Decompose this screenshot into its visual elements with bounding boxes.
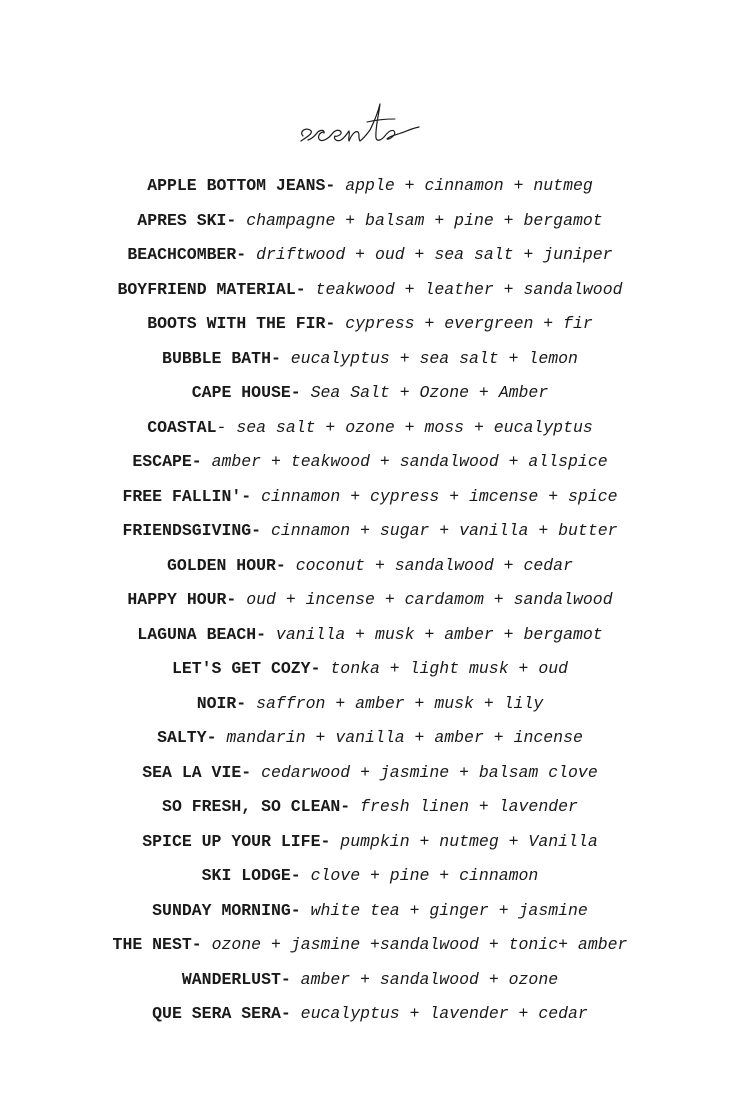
list-item: [0, 963, 740, 998]
list-item: [0, 169, 740, 204]
scent-notes: mandarin + vanilla + amber + incense: [216, 728, 583, 747]
list-item: [0, 859, 740, 894]
scent-notes: cinnamon + cypress + imcense + spice: [251, 486, 618, 506]
scent-notes: coconut + sandalwood + cedar: [285, 555, 573, 575]
scent-notes: clove + pine + cinnamon: [300, 866, 539, 885]
scent-name: SALTY-: [157, 728, 217, 747]
scent-notes: eucalyptus + sea salt + lemon: [280, 348, 578, 368]
list-item: [0, 445, 740, 480]
scent-name: FRIENDSGIVING-: [122, 521, 262, 540]
scent-name: BOOTS WITH THE FIR-: [147, 314, 336, 333]
list-item: [0, 894, 740, 929]
scent-name: BUBBLE BATH-: [162, 348, 281, 368]
scent-name: LAGUNA BEACH-: [137, 624, 267, 644]
list-item: [0, 756, 740, 791]
scent-notes: apple + cinnamon + nutmeg: [335, 176, 593, 195]
list-item: [0, 583, 740, 618]
scent-name: SUNDAY MORNING-: [152, 900, 301, 920]
scent-name: WANDERLUST-: [181, 969, 291, 989]
scent-notes: pumpkin + nutmeg + Vanilla: [330, 831, 598, 851]
scent-name: FREE FALLIN'-: [122, 486, 252, 506]
list-item: [0, 342, 740, 377]
scent-name: LET'S GET COZY-: [171, 659, 321, 678]
list-item: [0, 238, 740, 273]
scent-name: APPLE BOTTOM JEANS-: [147, 176, 336, 195]
scent-notes: Sea Salt + Ozone + Amber: [300, 383, 549, 402]
scent-name: ESCAPE-: [132, 452, 202, 471]
scent-notes: oud + incense + cardamom + sandalwood: [236, 590, 613, 609]
scent-notes: amber + teakwood + sandalwood + allspice: [201, 452, 608, 471]
scent-notes: champagne + balsam + pine + bergamot: [236, 210, 603, 230]
scent-name: BOYFRIEND MATERIAL-: [117, 279, 306, 299]
scent-notes: white tea + ginger + jasmine: [300, 900, 588, 920]
scent-name: APRES SKI-: [137, 210, 237, 230]
scent-name: HAPPY HOUR-: [127, 590, 237, 609]
scent-name: BEACHCOMBER-: [127, 245, 247, 264]
list-item: [0, 687, 740, 722]
scent-notes: teakwood + leather + sandalwood: [305, 279, 623, 299]
scent-list: [0, 169, 740, 1032]
scent-name: COASTAL: [147, 417, 217, 437]
scent-notes: tonka + light musk + oud: [320, 659, 569, 678]
scent-name: GOLDEN HOUR-: [167, 555, 286, 575]
list-item: [0, 997, 740, 1032]
list-item: [0, 204, 740, 239]
page-title: [0, 92, 740, 162]
scent-notes: cypress + evergreen + fir: [335, 314, 593, 333]
list-item: [0, 273, 740, 308]
scent-notes: - sea salt + ozone + moss + eucalyptus: [216, 417, 593, 437]
script-title-lettering: [295, 92, 445, 162]
scent-name: SKI LODGE-: [201, 866, 301, 885]
list-item: [0, 928, 740, 963]
list-item: [0, 411, 740, 446]
scent-notes: amber + sandalwood + ozone: [290, 969, 559, 989]
list-item: [0, 790, 740, 825]
list-item: [0, 825, 740, 860]
list-item: [0, 549, 740, 584]
scent-notes: driftwood + oud + sea salt + juniper: [246, 245, 613, 264]
scent-notes: ozone + jasmine +sandalwood + tonic+ amber: [201, 935, 628, 954]
scent-name: SO FRESH, SO CLEAN-: [162, 797, 351, 816]
scent-notes: vanilla + musk + amber + bergamot: [266, 624, 603, 644]
scent-name: THE NEST-: [112, 935, 202, 954]
list-item: [0, 307, 740, 342]
scent-notes: saffron + amber + musk + lily: [246, 693, 544, 713]
scent-name: SEA LA VIE-: [142, 762, 252, 782]
scent-name: NOIR-: [196, 693, 247, 713]
list-item: [0, 480, 740, 515]
list-item: [0, 721, 740, 756]
scent-name: SPICE UP YOUR LIFE-: [142, 831, 331, 851]
list-item: [0, 652, 740, 687]
list-item: [0, 376, 740, 411]
scent-name: CAPE HOUSE-: [191, 383, 301, 402]
scent-notes: cinnamon + sugar + vanilla + butter: [261, 521, 618, 540]
scent-name: QUE SERA SERA-: [152, 1004, 291, 1023]
list-item: [0, 618, 740, 653]
scent-notes: cedarwood + jasmine + balsam clove: [251, 762, 598, 782]
list-item: [0, 514, 740, 549]
scent-notes: fresh linen + lavender: [350, 797, 578, 816]
scent-notes: eucalyptus + lavender + cedar: [290, 1004, 588, 1023]
